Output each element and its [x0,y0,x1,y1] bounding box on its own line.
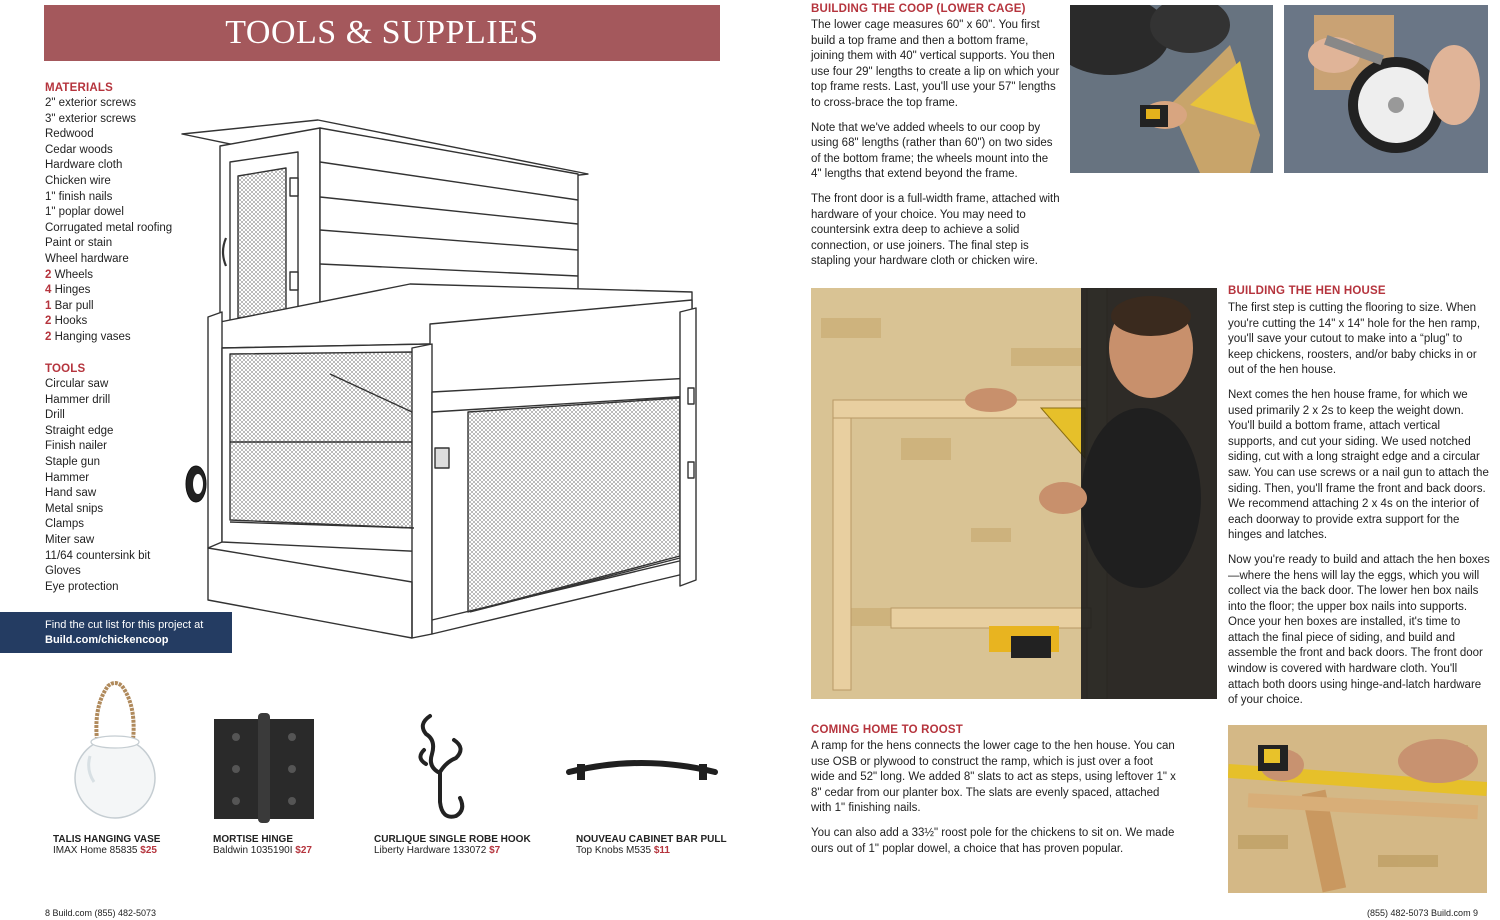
material-qty: 2 [45,315,52,328]
tool-item: Hammer drill [45,393,111,406]
material-text: Paint or stain [45,237,113,250]
page-title: TOOLS & SUPPLIES [225,14,539,51]
cut-list-link[interactable]: Build.com/chickencoop [45,634,169,646]
coop-heading: BUILDING THE COOP (LOWER CAGE) [811,3,1026,15]
material-item [45,205,172,221]
material-item [45,174,172,190]
product-name: TALIS HANGING VASE [53,834,161,845]
material-text: 1" finish nails [45,190,113,203]
roost-paragraph: A ramp for the hens connects the lower cage to the hen house. You can use OSB or plywood to construct the ramp, which is just over a foot wide and 52" long. We added 8" slats to act as steps, using leftover 1" x 8" cedar from our planter box. The slats are evenly spaced, attached with 1" finishing nails. [811,740,1176,815]
chicken-coop-illustration [180,112,720,672]
robe-hook-icon [410,710,474,826]
tool-item: Hammer [45,471,90,484]
bar-pull-icon [565,752,719,782]
material-item [45,236,172,252]
coop-paragraph: The front door is a full-width frame, attached with hardware of your choice. You may need to countersink extra deep to achieve a solid connection, or use joiners. The final step is stapling your hardware cloth or chicken wire. [811,192,1060,268]
material-qty: 1 [45,299,52,312]
materials-heading: MATERIALS [45,82,114,94]
photo-hen-house-frame [811,288,1217,699]
hen-house-paragraph: Now you're ready to build and attach the hen boxes—where the hens will lay the eggs, which you will collect via the back door. The lower hen box nails into the floor; the upper box nails into supports. Once your hen boxes are installed, it's time to attach the final piece of siding, and build and assemble the front and back doors. The front door window is covered with hardware cloth. You'll attach both doors using hinge-and-latch hardware of your choice. [1228,553,1490,707]
product-image-vase [60,678,170,823]
material-item [45,299,172,315]
product-brand: Liberty Hardware 133072 $7 [374,845,501,856]
material-item [45,143,172,159]
photo-tape-measure [1228,725,1487,893]
product-brand: Baldwin 1035190I $27 [213,845,312,856]
coop-body [811,18,1061,279]
hinge-icon [212,713,316,823]
product-brand: Top Knobs M535 $11 [576,845,670,856]
material-text: Hooks [51,315,88,328]
hen-house-paragraph: The first step is cutting the flooring to size. When you're cutting the 14" x 14" hole for the hen ramp, you'll save your cutout to make into a “plug” to keep chickens, roosters, and/or baby chicks in or out of the hen house. [1228,302,1481,377]
hen-house-body [1228,301,1490,718]
tool-item: 11/64 countersink bit [45,549,151,562]
material-item [45,268,172,284]
tools-list [45,377,150,595]
product-name: NOUVEAU CABINET BAR PULL [576,834,727,845]
tool-item: Finish nailer [45,440,107,453]
hen-house-paragraph: Next comes the hen house frame, for which we used primarily 2 x 2s to keep the weight down. You'll build a bottom frame, attach vertical supports, and cut your siding. We used notched siding, cut with a long straight edge and a circular saw. You can use screws or a nail gun to attach the siding. Then, you'll frame the front and back doors. We recommend attaching 2 x 4s on the interior of each doorway to provide extra support for the hinges and latches. [1228,388,1489,542]
tool-item: Eye protection [45,580,119,593]
cut-list-intro: Find the cut list for this project at [45,619,204,631]
material-qty: 2 [45,268,52,281]
hanging-vase-icon [60,678,170,823]
tool-item: Hand saw [45,487,97,500]
material-item [45,330,172,346]
product-image-hinge [212,713,316,823]
material-item [45,158,172,174]
material-item [45,221,172,237]
product-caption-hinge [213,834,312,856]
tool-item: Miter saw [45,533,95,546]
material-text: 2" exterior screws [45,97,136,109]
materials-list [45,96,172,346]
product-caption-vase [53,834,160,856]
material-qty: 4 [45,284,52,297]
photo-wheel [1284,5,1488,173]
tool-item: Straight edge [45,424,114,437]
footer-right: (855) 482-5073 Build.com 9 [1367,908,1479,918]
cut-list-box[interactable] [0,612,232,653]
material-item [45,252,172,268]
photo-drilling [1070,5,1273,173]
product-image-bar-pull [565,752,719,782]
hen-house-heading: BUILDING THE HEN HOUSE [1228,285,1386,297]
title-banner [44,5,720,61]
material-item [45,112,172,128]
product-caption-bar-pull [576,834,727,856]
coop-paragraph: The lower cage measures 60" x 60". You first build a top frame and then a bottom frame, joining them with 40" vertical supports. You then use four 29" lengths to create a lip on which your top frame rests. Last, you'll use your 57" lengths to cross-brace the top frame. [811,19,1060,109]
material-text: Hanging vases [51,330,131,343]
product-price: $27 [295,845,312,856]
product-caption-robe-hook [374,834,531,856]
product-name: CURLIQUE SINGLE ROBE HOOK [374,834,531,845]
material-item [45,283,172,299]
material-text: Hinges [51,284,91,297]
product-name: MORTISE HINGE [213,834,294,845]
material-text: Hardware cloth [45,159,123,172]
tool-item: Gloves [45,565,81,578]
material-text: Wheel hardware [45,252,129,265]
material-text: Bar pull [51,299,94,312]
tool-item: Metal snips [45,502,104,515]
tool-item: Staple gun [45,455,100,468]
material-item [45,314,172,330]
material-item [45,96,172,112]
product-brand: IMAX Home 85835 $25 [53,845,157,856]
material-text: Cedar woods [45,143,113,156]
material-text: Wheels [51,268,93,281]
material-item [45,127,172,143]
material-text: Corrugated metal roofing [45,221,173,234]
roost-heading: COMING HOME TO ROOST [811,724,964,736]
roost-body [811,739,1179,866]
material-item [45,190,172,206]
product-price: $7 [489,845,501,856]
material-qty: 2 [45,330,52,343]
tool-item: Drill [45,409,65,422]
product-price: $11 [653,845,670,856]
footer-left: 8 Build.com (855) 482-5073 [45,908,157,918]
roost-paragraph: You can also add a 33½" roost pole for the chickens to sit on. We made ours out of 1" poplar dowel, a choice that has proven popular. [811,826,1175,855]
product-price: $25 [140,845,157,856]
material-text: Chicken wire [45,174,111,187]
coop-paragraph: Note that we've added wheels to our coop by using 68" lengths (rather than 60") on two sides of the bottom frame; the wheels mount into the 4" lengths that extend beyond the frame. [811,121,1053,181]
tool-item: Circular saw [45,378,109,390]
tools-heading: TOOLS [45,363,86,375]
material-text: Redwood [45,128,94,141]
tool-item: Clamps [45,518,84,531]
product-image-robe-hook [410,710,474,826]
material-text: 1" poplar dowel [45,206,124,219]
material-text: 3" exterior screws [45,112,136,125]
